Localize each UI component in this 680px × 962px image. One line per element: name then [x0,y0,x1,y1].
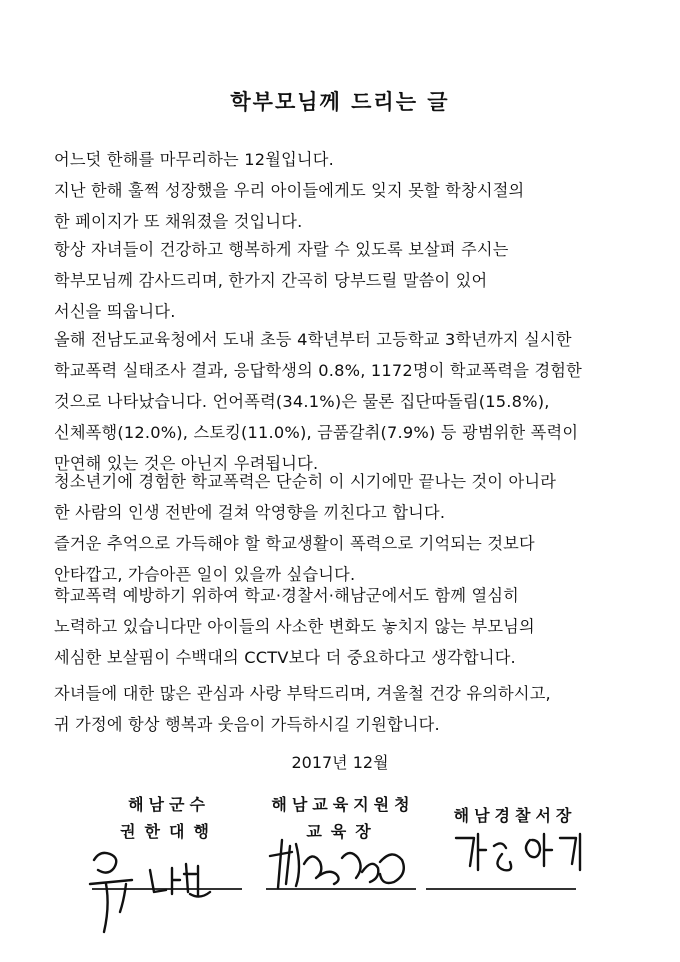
handwritten-signature-1 [80,840,250,940]
signatory-org: 해남교육지원청 [271,795,415,814]
signatory-position: 권한대행 [120,822,218,841]
paragraph-4 [54,466,654,590]
handwritten-signature-2 [262,828,422,898]
signatory-org: 해남군수 [128,795,210,814]
signatory-police-chief [440,803,590,826]
text-line: 청소년기에 경험한 학교폭력은 단순히 이 시기에만 끝나는 것이 아니라 [54,472,557,491]
text-line: 신체폭행(12.0%), 스토킹(11.0%), 금품갈취(7.9%) 등 광범위한 폭력이 [54,423,579,442]
text-line: 세심한 보살핌이 수백대의 CCTV보다 더 중요하다고 생각합니다. [54,648,516,667]
text-line: 노력하고 있습니다만 아이들의 사소한 변화도 놓치지 않는 부모님의 [54,617,535,636]
text-line: 귀 가정에 항상 행복과 웃음이 가득하시길 기원합니다. [54,715,440,734]
text-line: 것으로 나타났습니다. 언어폭력(34.1%)은 물론 집단따돌림(15.8%), [54,392,550,411]
letter-date: 2017년 12월 [291,753,389,772]
text-line: 만연해 있는 것은 아닌지 우려됩니다. [54,454,319,473]
handwritten-signature-3 [448,826,588,886]
text-line: 항상 자녀들이 건강하고 행복하게 자랄 수 있도록 보살펴 주시는 [54,240,509,259]
signatory-county-governor [104,792,234,842]
text-line: 서신을 띄웁니다. [54,302,176,321]
text-line: 자녀들에 대한 많은 관심과 사랑 부탁드리며, 겨울철 건강 유의하시고, [54,684,551,703]
paragraph-3 [54,324,654,479]
signatory-position: 교육장 [306,822,380,841]
text-line: 어느덧 한해를 마무리하는 12월입니다. [54,150,334,169]
paragraph-5 [54,580,654,673]
paragraph-1 [54,144,654,237]
text-line: 한 페이지가 또 채워졌을 것입니다. [54,212,303,231]
text-line: 한 사람의 인생 전반에 걸쳐 악영향을 끼친다고 합니다. [54,503,446,522]
signature-line [426,888,576,890]
text-line: 학교폭력 실태조사 결과, 응답학생의 0.8%, 1172명이 학교폭력을 경험한 [54,361,582,380]
text-line: 학교폭력 예방하기 위하여 학교·경찰서·해남군에서도 함께 열심히 [54,586,520,605]
text-line: 올해 전남도교육청에서 도내 초등 4학년부터 고등학교 3학년까지 실시한 [54,330,572,349]
text-line: 지난 한해 훌쩍 성장했을 우리 아이들에게도 잊지 못할 학창시절의 [54,181,525,200]
text-line: 안타깝고, 가슴아픈 일이 있을까 싶습니다. [54,565,356,584]
paragraph-2 [54,234,654,327]
text-line: 학부모님께 감사드리며, 한가지 간곡히 당부드릴 말씀이 있어 [54,271,488,290]
text-line: 즐거운 추억으로 가득해야 할 학교생활이 폭력으로 기억되는 것보다 [54,534,535,553]
signatory-org: 해남경찰서장 [453,806,577,825]
paragraph-6 [54,678,654,740]
letter-title: 학부모님께 드리는 글 [230,90,450,114]
